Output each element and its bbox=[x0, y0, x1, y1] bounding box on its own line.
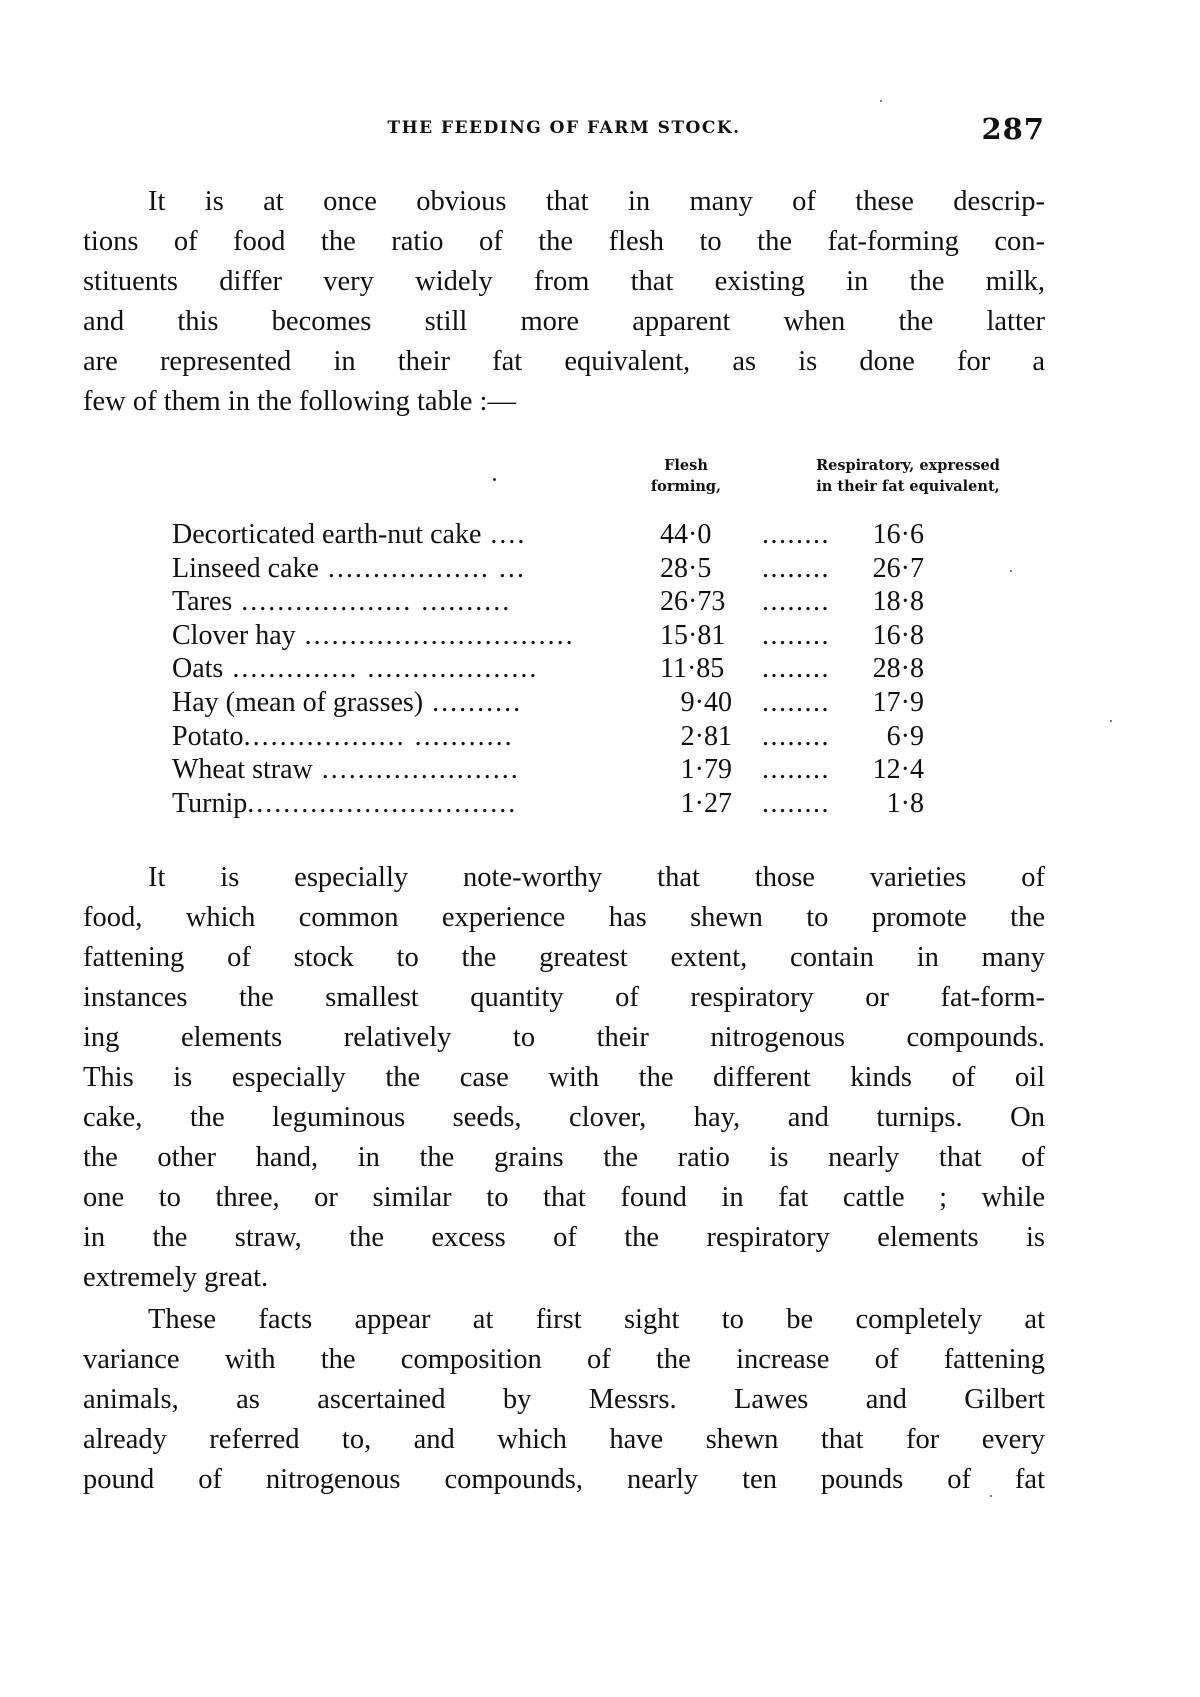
text-line: ing elements relatively to their nitrogenous compounds. bbox=[83, 1022, 1045, 1053]
text-line: It is at once obvious that in many of these descrip- bbox=[148, 186, 1045, 217]
text-line: cake, the leguminous seeds, clover, hay, and turnips. On bbox=[83, 1102, 1045, 1133]
respiratory-cell: 28·8 bbox=[872, 653, 924, 685]
table-row bbox=[172, 753, 972, 787]
paragraph-noteworthy bbox=[83, 858, 1045, 1298]
feed-name-cell: Wheat straw ...................... bbox=[172, 754, 520, 786]
text-line: fattening of stock to the greatest extent, contain in many bbox=[83, 942, 1045, 973]
dot-leader: ........ bbox=[762, 586, 830, 618]
table-row bbox=[172, 720, 972, 754]
table-row bbox=[172, 652, 972, 686]
feed-name-cell: Decorticated earth-nut cake .... bbox=[172, 519, 527, 550]
flesh-forming-cell: 11·85 bbox=[660, 653, 725, 685]
table-row bbox=[172, 585, 972, 619]
table-row bbox=[172, 518, 972, 552]
table-row bbox=[172, 686, 972, 720]
text-line: stituents differ very widely from that existing in the milk, bbox=[83, 266, 1045, 297]
dot-leader: ........ bbox=[762, 720, 830, 752]
text-line: food, which common experience has shewn to promote the bbox=[83, 902, 1045, 933]
dot-leader: ........ bbox=[762, 519, 830, 550]
running-head bbox=[83, 112, 1045, 146]
paragraph-these-facts bbox=[83, 1300, 1045, 1500]
column-header-line: in their fat equivalent, bbox=[816, 478, 1000, 495]
dot-leader: ........ bbox=[762, 754, 830, 786]
paragraph-intro bbox=[83, 182, 1045, 422]
dot-leader: ........ bbox=[762, 653, 830, 685]
flesh-forming-cell: 9·40 bbox=[680, 686, 732, 718]
text-line: few of them in the following table :— bbox=[83, 386, 516, 417]
flesh-forming-cell: 1·79 bbox=[680, 754, 732, 786]
table-row bbox=[172, 619, 972, 653]
text-line: and this becomes still more apparent when the latter bbox=[83, 306, 1045, 337]
text-line: variance with the composition of the increase of fattening bbox=[83, 1344, 1045, 1375]
page-number: 287 bbox=[981, 112, 1045, 146]
text-line: extremely great. bbox=[83, 1262, 269, 1293]
respiratory-cell: 6·9 bbox=[886, 720, 924, 752]
column-header-line: Respiratory, expressed bbox=[816, 457, 1000, 474]
print-speck bbox=[1110, 720, 1112, 722]
respiratory-cell: 26·7 bbox=[872, 552, 924, 584]
respiratory-cell: 17·9 bbox=[872, 686, 924, 718]
text-line: These facts appear at first sight to be completely at bbox=[148, 1304, 1045, 1335]
dot-leader: ........ bbox=[762, 787, 830, 819]
flesh-forming-cell: 28·5 bbox=[660, 552, 712, 584]
respiratory-cell: 1·8 bbox=[886, 787, 924, 819]
column-header-flesh-forming bbox=[640, 455, 732, 497]
feed-name-cell: Tares ................... .......... bbox=[172, 586, 512, 618]
respiratory-cell: 18·8 bbox=[872, 586, 924, 618]
text-line: pound of nitrogenous compounds, nearly ten pounds of fat bbox=[83, 1464, 1045, 1495]
dot-leader: ........ bbox=[762, 552, 830, 584]
dot-leader: ........ bbox=[762, 686, 830, 718]
text-line: This is especially the case with the different kinds of oil bbox=[83, 1062, 1045, 1093]
text-line: already referred to, and which have shewn that for every bbox=[83, 1424, 1045, 1455]
feed-name-cell: Clover hay .............................. bbox=[172, 619, 575, 651]
table-row bbox=[172, 552, 972, 586]
print-speck bbox=[880, 100, 882, 102]
feed-name-cell: Hay (mean of grasses) .......... bbox=[172, 686, 523, 718]
print-speck bbox=[493, 478, 496, 481]
text-line: one to three, or similar to that found in fat cattle ; while bbox=[83, 1182, 1045, 1213]
text-line: animals, as ascertained by Messrs. Lawes and Gilbert bbox=[83, 1384, 1045, 1415]
column-header-line: forming, bbox=[650, 478, 722, 495]
flesh-forming-cell: 1·27 bbox=[680, 787, 732, 819]
running-title: THE FEEDING OF FARM STOCK. bbox=[387, 118, 741, 138]
feed-name-cell: Turnip.............................. bbox=[172, 787, 518, 819]
feed-composition-table bbox=[172, 518, 972, 820]
flesh-forming-cell: 15·81 bbox=[660, 619, 726, 651]
flesh-forming-cell: 2·81 bbox=[680, 720, 732, 752]
print-speck bbox=[990, 1495, 992, 1497]
flesh-forming-cell: 44·0 bbox=[660, 519, 712, 550]
feed-name-cell: Linseed cake .................. ... bbox=[172, 552, 526, 584]
text-line: are represented in their fat equivalent, as is done for a bbox=[83, 346, 1045, 377]
feed-name-cell: Potato.................. ........... bbox=[172, 720, 514, 752]
table-row bbox=[172, 787, 972, 821]
print-speck bbox=[1010, 570, 1012, 572]
text-line: instances the smallest quantity of respiratory or fat-form- bbox=[83, 982, 1045, 1013]
text-line: It is especially note-worthy that those varieties of bbox=[148, 862, 1045, 893]
text-line: the other hand, in the grains the ratio is nearly that of bbox=[83, 1142, 1045, 1173]
dot-leader: ........ bbox=[762, 619, 830, 651]
column-header-respiratory bbox=[763, 455, 1053, 497]
text-line: in the straw, the excess of the respiratory elements is bbox=[83, 1222, 1045, 1253]
respiratory-cell: 16·6 bbox=[872, 519, 924, 550]
text-line: tions of food the ratio of the flesh to the fat-forming con- bbox=[83, 226, 1045, 257]
feed-name-cell: Oats .............. ................... bbox=[172, 653, 539, 685]
respiratory-cell: 16·8 bbox=[872, 619, 924, 651]
flesh-forming-cell: 26·73 bbox=[660, 586, 726, 618]
respiratory-cell: 12·4 bbox=[872, 754, 924, 786]
column-header-line: Flesh bbox=[664, 457, 708, 474]
